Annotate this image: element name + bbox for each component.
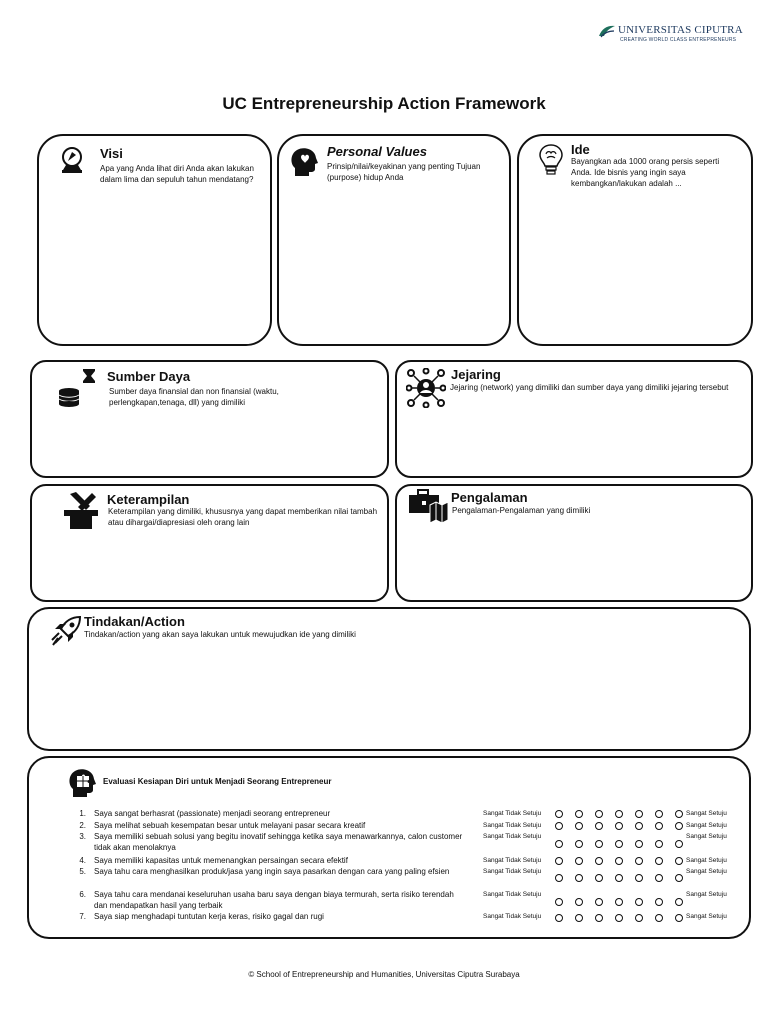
likert-radio[interactable] (635, 810, 643, 818)
scale-high-label: Sangat Setuju (686, 857, 727, 864)
ide-description: Bayangkan ada 1000 orang persis seperti Anda. Ide bisnis yang ingin saya kembangkan/lakukan adalah ... (571, 157, 720, 188)
tindakan-box[interactable] (27, 607, 751, 751)
question-number: 6. (79, 890, 86, 899)
likert-radio[interactable] (555, 898, 563, 906)
likert-radio[interactable] (635, 874, 643, 882)
likert-radio[interactable] (655, 840, 663, 848)
tindakan-description: Tindakan/action yang akan saya lakukan untuk mewujudkan ide yang dimiliki (84, 630, 356, 639)
page-title: UC Entrepreneurship Action Framework (222, 94, 546, 113)
jejaring-title: Jejaring (451, 367, 501, 382)
crystal-ball-icon (59, 146, 85, 174)
ide-title: Ide (571, 142, 590, 157)
logo-name: UNIVERSITAS CIPUTRA (618, 24, 743, 36)
leaf-logo-icon (598, 24, 616, 38)
evaluation-question-row (74, 831, 744, 853)
evaluation-question-row (74, 889, 744, 911)
likert-radio[interactable] (595, 898, 603, 906)
evaluation-box (27, 756, 751, 939)
likert-radio[interactable] (615, 914, 623, 922)
likert-radio[interactable] (655, 822, 663, 830)
likert-radio[interactable] (615, 898, 623, 906)
likert-radio[interactable] (595, 914, 603, 922)
scale-high-label: Sangat Setuju (686, 810, 727, 817)
footer-copyright: © School of Entrepreneurship and Humanities, Universitas Ciputra Surabaya (248, 970, 520, 979)
likert-radio[interactable] (675, 822, 683, 830)
question-text: Saya tahu cara mendanai keseluruhan usaha baru saya dengan biaya termurah, serta risiko terendah dan mendapatkan hasil yang terbaik (94, 890, 454, 910)
scale-low-label: Sangat Tidak Setuju (483, 822, 542, 829)
jejaring-box[interactable] (395, 360, 753, 478)
pengalaman-title: Pengalaman (451, 490, 528, 505)
keterampilan-description: Keterampilan yang dimiliki, khususnya yang dapat memberikan nilai tambah atau dihargai/diapresiasi oleh orang lain (108, 507, 378, 527)
likert-radio[interactable] (675, 840, 683, 848)
jejaring-description: Jejaring (network) yang dimiliki dan sumber daya yang dimiliki jejaring tersebut (450, 383, 729, 392)
likert-radio[interactable] (655, 914, 663, 922)
personal-values-title: Personal Values (327, 144, 427, 159)
likert-radio[interactable] (635, 822, 643, 830)
likert-radio[interactable] (675, 874, 683, 882)
likert-radio[interactable] (575, 874, 583, 882)
likert-radio[interactable] (655, 857, 663, 865)
pengalaman-description: Pengalaman-Pengalaman yang dimiliki (452, 506, 591, 515)
evaluation-question-row (74, 866, 744, 888)
personal-values-box[interactable] (277, 134, 511, 346)
likert-radio[interactable] (675, 914, 683, 922)
likert-radio[interactable] (575, 810, 583, 818)
scale-high-label: Sangat Setuju (686, 913, 727, 920)
likert-radio[interactable] (595, 874, 603, 882)
keterampilan-box[interactable] (30, 484, 389, 602)
visi-title: Visi (100, 146, 123, 161)
question-number: 3. (79, 832, 86, 841)
keterampilan-title: Keterampilan (107, 492, 190, 507)
visi-box[interactable] (37, 134, 272, 346)
scale-high-label: Sangat Setuju (686, 822, 727, 829)
likert-radio[interactable] (615, 857, 623, 865)
likert-radio[interactable] (675, 810, 683, 818)
likert-radio[interactable] (555, 857, 563, 865)
likert-radio[interactable] (615, 840, 623, 848)
likert-radio[interactable] (595, 840, 603, 848)
sumber-daya-title: Sumber Daya (107, 369, 191, 384)
network-icon (406, 368, 446, 408)
lightbulb-brain-icon (539, 144, 563, 176)
coin-stack-hourglass-icon (56, 367, 106, 407)
likert-radio[interactable] (635, 857, 643, 865)
likert-radio[interactable] (595, 810, 603, 818)
question-number: 5. (79, 867, 86, 876)
likert-radio[interactable] (655, 810, 663, 818)
likert-radio[interactable] (615, 810, 623, 818)
scale-high-label: Sangat Setuju (686, 891, 727, 898)
ide-box[interactable] (517, 134, 753, 346)
likert-radio[interactable] (555, 810, 563, 818)
personal-values-description: Prinsip/nilai/keyakinan yang penting Tujuan (purpose) hidup Anda (327, 162, 481, 182)
question-text: Saya siap menghadapi tuntutan kerja keras, risiko gagal dan rugi (94, 912, 324, 921)
likert-radio[interactable] (615, 822, 623, 830)
scale-low-label: Sangat Tidak Setuju (483, 913, 542, 920)
scale-high-label: Sangat Setuju (686, 833, 727, 840)
briefcase-map-icon (408, 488, 450, 524)
question-number: 1. (79, 809, 86, 818)
question-number: 4. (79, 856, 86, 865)
university-logo (598, 22, 748, 48)
sumber-daya-box[interactable] (30, 360, 389, 478)
likert-radio[interactable] (575, 840, 583, 848)
evaluation-questions (29, 758, 749, 937)
visi-description: Apa yang Anda lihat diri Anda akan lakukan dalam lima dan sepuluh tahun mendatang? (100, 164, 254, 184)
likert-radio[interactable] (575, 822, 583, 830)
likert-radio[interactable] (555, 914, 563, 922)
logo-tagline: CREATING WORLD CLASS ENTREPRENEURS (620, 37, 737, 43)
likert-radio[interactable] (575, 857, 583, 865)
head-heart-icon (289, 146, 319, 178)
likert-radio[interactable] (635, 914, 643, 922)
likert-radio[interactable] (595, 857, 603, 865)
likert-radio[interactable] (675, 857, 683, 865)
likert-radio[interactable] (615, 874, 623, 882)
scale-low-label: Sangat Tidak Setuju (483, 857, 542, 864)
likert-radio[interactable] (635, 898, 643, 906)
scale-low-label: Sangat Tidak Setuju (483, 810, 542, 817)
question-text: Saya melihat sebuah kesempatan besar untuk melayani pasar secara kreatif (94, 821, 366, 830)
question-text: Saya memiliki sebuah solusi yang begitu inovatif sehingga ketika saya menawarkannya, calon customer tidak akan menolaknya (94, 832, 463, 852)
evaluation-title: Evaluasi Kesiapan Diri untuk Menjadi Seorang Entrepreneur (103, 777, 332, 786)
likert-radio[interactable] (595, 822, 603, 830)
likert-radio[interactable] (675, 898, 683, 906)
tindakan-title: Tindakan/Action (84, 614, 185, 629)
scale-high-label: Sangat Setuju (686, 868, 727, 875)
rocket-icon (50, 615, 84, 647)
likert-radio[interactable] (575, 914, 583, 922)
scale-low-label: Sangat Tidak Setuju (483, 868, 542, 875)
question-text: Saya memiliki kapasitas untuk memenangkan persaingan secara efektif (94, 856, 348, 865)
evaluation-question-row (74, 911, 744, 933)
scale-low-label: Sangat Tidak Setuju (483, 833, 542, 840)
question-number: 7. (79, 912, 86, 921)
question-text: Saya sangat berhasrat (passionate) menjadi seorang entrepreneur (94, 809, 331, 818)
sumber-daya-description: Sumber daya finansial dan non finansial (waktu, perlengkapan,tenaga, dll) yang dimiliki (109, 387, 279, 407)
likert-radio[interactable] (555, 840, 563, 848)
scale-low-label: Sangat Tidak Setuju (483, 891, 542, 898)
likert-radio[interactable] (575, 898, 583, 906)
question-text: Saya tahu cara menghasilkan produk/jasa yang ingin saya pasarkan dengan cara yang paling efsien (94, 867, 450, 876)
question-number: 2. (79, 821, 86, 830)
likert-radio[interactable] (635, 840, 643, 848)
likert-radio[interactable] (655, 898, 663, 906)
likert-radio[interactable] (555, 874, 563, 882)
likert-radio[interactable] (655, 874, 663, 882)
pengalaman-box[interactable] (395, 484, 753, 602)
tools-icon (62, 490, 102, 530)
likert-radio[interactable] (555, 822, 563, 830)
